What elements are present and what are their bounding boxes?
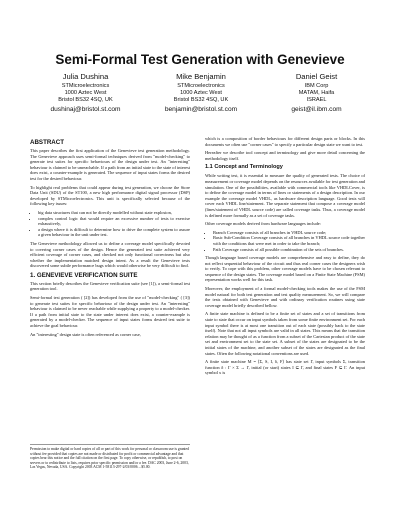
body-paragraph: An "interesting" design state is often referenced as corner case, xyxy=(30,331,141,337)
author-email: geist@il.ibm.com xyxy=(291,106,342,113)
author-block xyxy=(28,72,374,113)
right-column xyxy=(205,136,365,379)
author-affiliation: IBM Corp xyxy=(304,83,329,89)
abstract-heading: ABSTRACT xyxy=(30,139,65,146)
list-item: • Path Coverage consists of all possible combination of the sets of branches. xyxy=(213,247,365,253)
body-paragraph: Hereafter we describe tool concept and terminology and give more detail concerning the methodology itself. xyxy=(205,150,365,161)
subsection-heading: 1.1 Concept and Terminology xyxy=(205,164,283,171)
author-3 xyxy=(259,72,374,113)
left-column xyxy=(30,136,190,340)
author-city: Bristol BS32 4SQ, UK xyxy=(173,97,229,103)
body-paragraph: Though language based coverage models are comprehensive and easy to define, they do not reflect sequential behaviour of the circuit and thus real corner cases the designers wish to verify. To cope with this problem, other coverage models have to be chosen relevant to sequence of the design states. The coverage model based on a Finite State Machine (FSM) representation works well for this task. xyxy=(205,255,365,283)
paper-title: Semi-Formal Test Generation with Genevieve xyxy=(55,52,345,67)
section-heading: 1. GENEVIEVE VERIFICATION SUITE xyxy=(30,271,138,279)
body-paragraph: While writing test, it is essential to measure the quality of generated tests. The choice of measurement or coverage model depends on the resources available for test generation and simulation. One of the possibilities, available with commercial tools like VHDLCover, is to define the coverage model in terms of lines or statements of a design description. In our example the coverage model VHDL, as hardware description language. Good tests will cover each VHDL line/statement. The separate statement that compose a coverage model (lines/statement of VHDL source code) are called coverage tasks. Thus, a coverage model is defined more formally as a set of coverage tasks. xyxy=(205,173,365,218)
list-item: • big data structures that can not be directly modelled without state explosion, xyxy=(38,210,190,216)
author-email: benjamin@bristol.st.com xyxy=(164,106,238,113)
body-paragraph: Semi-formal test generation ( [2]) has developed from the use of "model-checking" ( [3]) to generate test suites for specific behaviour of the design under test. An "interesting" behaviour is claimed to be never reachable while supplying a property to a model-checker. If a path from initial state to the state under interest does exist, a counter-example is generated by a model-checker. The sequence of input states forms desired test suite to achieve the goal behaviour. xyxy=(30,295,190,329)
copyright-footnote: Permission to make digital or hard copies of all or part of this work for personal or classroom use is granted without fee provided that copies are not made or distributed for profit or commercial advantage and that copies bear this notice and the full citation on the first page. To copy otherwise, or republish, to post on servers or to redistribute to lists, requires prior specific permission and/or a fee. DAC 2003, June 2-6, 2003, Las Vegas, Nevada, USA. Copyright 2003 ACM 1-58113-297-2/03/0006 ...$5.00. xyxy=(30,444,190,470)
body-paragraph: A finite state machine is defined to be a finite set of states and a set of transitions from state to state that occur on input symbols taken from some finite environment set. For each input symbol there is at most one transition out of each state (possibly back to the state itself). Note that not all input symbols are valid in all states. This means that the transition relation may be thought of as a function from a subset of the Cartesian product of the state set and environment set to the state set. A subset of the states are designated to be the initial states of the machine, and another subset of the states are designated as the final states. Often the following notational conventions are used. xyxy=(205,311,365,356)
abstract-paragraph: The Genevieve methodology allowed us to define a coverage model specifically devoted to covering corner cases of the design. Hence the generated test suite achieved very efficient coverage of corner cases, and checked not only functional correctness but also whether the implementation matched design intent. As a result the Genevieve tests discovered some subtle performance bugs which would otherwise be very difficult to find. xyxy=(30,240,190,269)
list-item: • a design where it is difficult to determine how to drive the complete system to assure a given behaviour in the unit under test. xyxy=(38,227,190,238)
author-address: 1000 Aztec West xyxy=(180,90,222,96)
author-affiliation: STMicroelectronics xyxy=(177,83,225,89)
list-item: • complex control logic that would require an excessive number of tests to exercise exhaustively, xyxy=(38,216,190,227)
body-paragraph: which is a composition of border behaviours for different design parts or blocks. In this documents we often use "corner cases" to specify a particular design state we want to test. xyxy=(205,136,365,147)
author-city: ISRAEL xyxy=(306,97,327,103)
author-email: dushinaj@bristol.st.com xyxy=(50,106,121,113)
abstract-paragraph: To highlight real problems that could appear during test generation, we choose the Store Data Unit (SDU) of the ST100, a new high performance digital signal processor (DSP) developed by STMicroelectronics. This unit is specifically selected because of the following key issues: xyxy=(30,184,190,207)
author-name: Mike Benjamin xyxy=(176,72,226,81)
body-paragraph: This section briefly describes the Genevieve verification suite (see [1]), a semi-formal test generation tool. xyxy=(30,280,190,292)
author-affiliation: STMicroelectronics xyxy=(61,83,110,89)
body-paragraph: A finite state machine M = ⟨Σ, S, I, δ, F⟩ has state set Γ, input symbols Σ, transition function δ : Γ × Σ → Γ, initial (or start) states I ⊆ Γ, and final states F ⊆ Γ. An input symbol x is xyxy=(205,359,365,376)
author-name: Julia Dushina xyxy=(62,72,109,81)
author-2 xyxy=(144,72,259,113)
author-name: Daniel Geist xyxy=(295,72,338,81)
abstract-paragraph: This paper describes the first application of the Genevieve test generation methodology. The Genevieve approach uses semi-formal techniques derived from "model-checking" to generate test suites for specific behaviours of the design under test. An "interesting" behaviour is claimed to be unreachable. If a path from an initial state to the state of interest does exist, a counter-example is generated. The sequence of input states forms the desired test for the desired behaviour. xyxy=(30,148,190,181)
author-city: Bristol BS32 4SQ, UK xyxy=(58,97,113,103)
issues-list xyxy=(30,210,190,238)
author-address: 1000 Aztec West xyxy=(64,90,107,96)
list-item: • Basic Sub-Condition Coverage consists of all branches in VHDL source code together with the conditions that were met in order to take the branch; xyxy=(213,235,365,246)
coverage-models-list xyxy=(205,230,365,252)
author-1 xyxy=(28,72,143,113)
body-paragraph: Other coverage models derived from hardware languages include: xyxy=(205,221,321,227)
author-address: MATAM, Haifa xyxy=(298,90,335,96)
list-item: • Branch Coverage consists of all branches in VHDL source code; xyxy=(213,230,365,236)
body-paragraph: Moreover, the employment of a formal model-checking tools makes the use of the FSM model natural for both test generation and test quality measurement. So, we will compare the tests obtained with Genevieve and with ordinary verification routines using state coverage model briefly described bellow. xyxy=(205,286,365,308)
